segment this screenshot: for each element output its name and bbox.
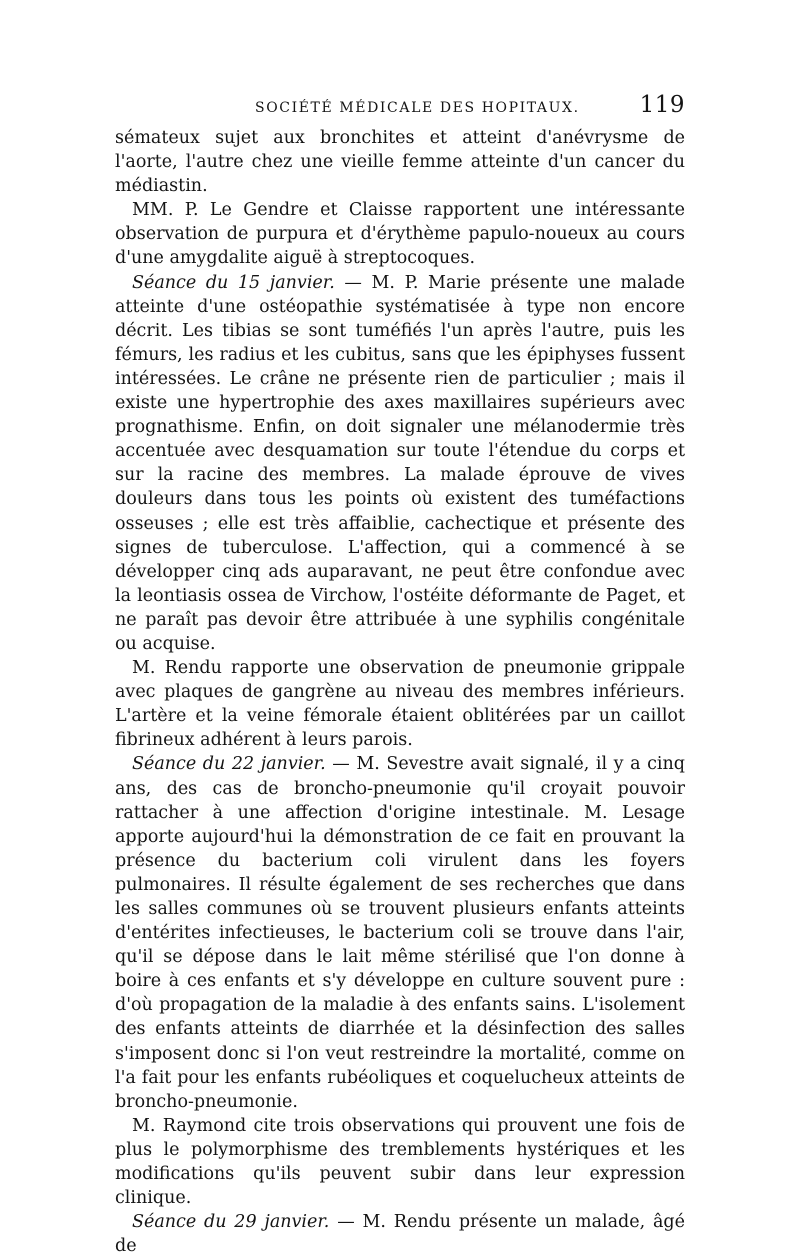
paragraph-continuation <box>115 126 685 198</box>
seance-label: Séance du 15 janvier. <box>132 272 335 293</box>
paragraph-le-gendre-claisse <box>115 198 685 270</box>
running-head <box>115 92 685 124</box>
paragraph-seance-15-janvier <box>115 271 685 657</box>
paragraph-text: — M. P. Marie présente une malade atteinte d'une ostéopathie systématisée à type non encore décrit. Les tibias se sont tuméfiés l'un après l'autre, puis les fémurs, les radius et les cubitus, sans que les épiphyses fussent intéressées. Le crâne ne présente rien de particulier ; mais il existe une hypertrophie des axes maxillaires supérieurs avec prognathisme. Enfin, on doit signaler une mélanodermie très accentuée avec desquamation sur toute l'étendue du corps et sur la racine des membres. La malade éprouve de vives douleurs dans tous les points où existent des tuméfactions osseuses ; elle est très affaiblie, cachectique et présente des signes de tuberculose. L'affection, qui a commencé à se développer cinq ads auparavant, ne peut être confondue avec la leontiasis ossea de Virchow, l'ostéite déformante de Paget, et ne paraît pas devoir être attribuée à une syphilis congénitale ou acquise. <box>115 272 685 654</box>
paragraph-raymond <box>115 1114 685 1210</box>
paragraph-rendu-pneumonie <box>115 656 685 752</box>
seance-label: Séance du 22 janvier. <box>132 754 326 775</box>
paragraph-seance-22-janvier <box>115 752 685 1113</box>
body-text <box>115 126 685 1258</box>
paragraph-text: — M. Sevestre avait signalé, il y a cinq ans, des cas de broncho-pneumonie qu'il croyait pouvoir rattacher à une affection d'origine intestinale. M. Lesage apporte aujourd'hui la démonstration de ce fait en prouvant la présence du bacterium coli virulent dans les foyers pulmonaires. Il résulte également de ses recherches que dans les salles communes où se trouvent plusieurs enfants atteints d'entérites infectieuses, le bacterium coli se trouve dans l'air, qu'il se dépose dans le lait même stérilisé que l'on donne à boire à ces enfants et s'y développe en culture souvent pure : d'où propagation de la maladie à des enfants sains. L'isolement des enfants atteints de diarrhée et la désinfection des salles s'imposent donc si l'on veut restreindre la mortalité, comme on l'a fait pour les enfants rubéoliques et coquelucheux atteints de broncho-pneumonie. <box>115 754 685 1112</box>
paragraph-text: MM. P. Le Gendre et Claisse rapportent une intéressante observation de purpura et d'érythème papulo-noueux au cours d'une amygdalite aiguë à streptocoques. <box>115 200 685 269</box>
paragraph-text: M. Raymond cite trois observations qui prouvent une fois de plus le polymorphisme des tremblements hystériques et les modifications qu'ils peuvent subir dans leur expression clinique. <box>115 1115 685 1209</box>
running-head-title: SOCIÉTÉ MÉDICALE DES HOPITAUX. <box>255 100 580 116</box>
paragraph-text: sémateux sujet aux bronchites et atteint d'anévrysme de l'aorte, l'autre chez une vieille femme atteinte d'un cancer du médiastin. <box>115 128 685 197</box>
paragraph-text: — M. Rendu présente un malade, âgé de <box>115 1212 685 1257</box>
seance-label: Séance du 29 janvier. <box>132 1212 330 1233</box>
page-number: 119 <box>639 92 685 118</box>
paragraph-seance-29-janvier <box>115 1210 685 1258</box>
paragraph-text: M. Rendu rapporte une observation de pneumonie grippale avec plaques de gangrène au niveau des membres inférieurs. L'artère et la veine fémorale étaient oblitérées par un caillot fibrineux adhérent à leurs parois. <box>115 658 685 751</box>
